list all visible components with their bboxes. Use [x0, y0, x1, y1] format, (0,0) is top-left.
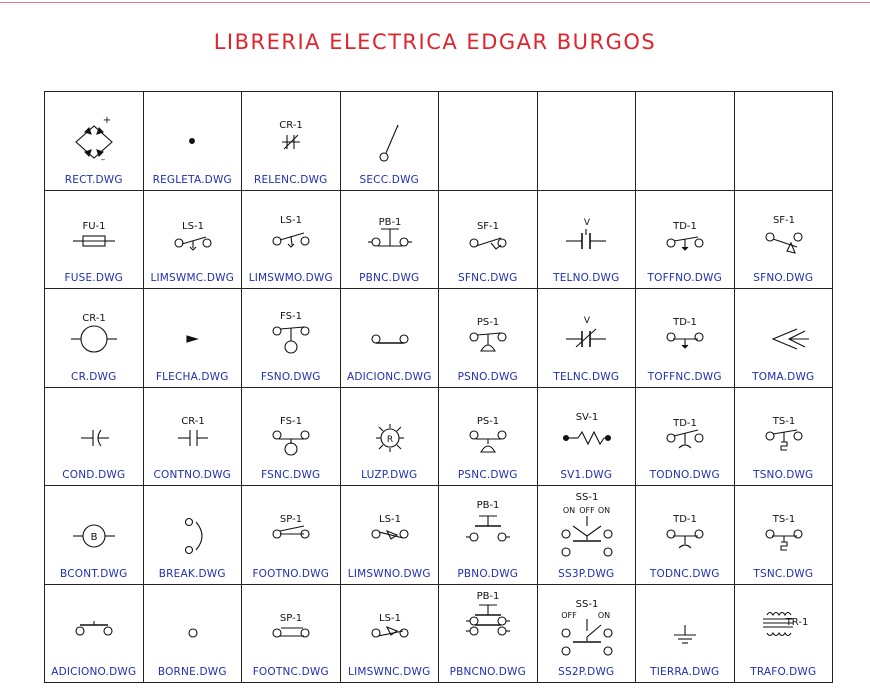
- symbol-cell-sfno: [735, 191, 834, 290]
- symbol-filename-label: BCONT.DWG: [60, 567, 128, 580]
- symbol-cell-adiciono: [45, 585, 144, 684]
- symbol-filename-label: FOOTNC.DWG: [252, 666, 329, 678]
- symbol-cell-limswmo: [242, 191, 341, 290]
- symbol-filename-label: TIERRA.DWG: [650, 666, 720, 678]
- symbol-filename-label: PBNC.DWG: [359, 272, 420, 284]
- symbol-cell-borne: [144, 585, 243, 684]
- svg-text:LS-1: LS-1: [378, 612, 401, 624]
- svg-text:TR-1: TR-1: [785, 616, 808, 628]
- symbol-filename-label: FOOTNO.DWG: [252, 567, 330, 580]
- symbol-filename-label: COND.DWG: [62, 469, 126, 481]
- symbol-filename-label: TOFFNO.DWG: [647, 272, 722, 284]
- symbol-filename-label: TRAFO.DWG: [750, 666, 817, 678]
- symbol-cell-limswnc: [341, 585, 440, 684]
- symbol-cell-todnc: [636, 486, 735, 585]
- svg-text:PB-1: PB-1: [378, 216, 401, 228]
- svg-text:TS-1: TS-1: [772, 415, 795, 427]
- svg-text:SF-1: SF-1: [772, 214, 795, 226]
- symbol-filename-label: TOMA.DWG: [752, 370, 815, 383]
- top-border-line: [0, 2, 870, 3]
- symbol-cell-todno: [636, 388, 735, 487]
- empty-cell: [735, 92, 834, 191]
- symbol-cell-cond: [45, 388, 144, 487]
- symbol-filename-label: FSNC.DWG: [261, 469, 321, 481]
- symbol-cell-footno: [242, 486, 341, 585]
- svg-text:V: V: [583, 217, 590, 228]
- svg-text:OFF: OFF: [560, 610, 577, 620]
- symbol-cell-luzp: [341, 388, 440, 487]
- symbol-filename-label: ADICIONO.DWG: [51, 666, 137, 678]
- symbol-cell-limswno: [341, 486, 440, 585]
- symbol-cell-break: [144, 486, 243, 585]
- symbol-filename-label: TELNC.DWG: [553, 370, 620, 383]
- symbol-filename-label: TODNO.DWG: [649, 469, 720, 481]
- symbol-cell-secc: [341, 92, 440, 191]
- svg-text:TD-1: TD-1: [673, 514, 697, 525]
- symbol-filename-label: RECT.DWG: [64, 173, 123, 186]
- svg-text:PB-1: PB-1: [476, 590, 500, 602]
- symbol-cell-footnc: [242, 585, 341, 684]
- svg-text:PS-1: PS-1: [476, 415, 500, 427]
- symbol-cell-toffno: [636, 191, 735, 290]
- symbol-cell-toma: [735, 289, 834, 388]
- empty-symbol-icon: [735, 92, 833, 190]
- symbol-cell-telnc: [538, 289, 637, 388]
- symbol-cell-pbnc: [341, 191, 440, 290]
- svg-text:ON: ON: [597, 610, 610, 620]
- symbol-cell-fuse: [45, 191, 144, 290]
- symbol-cell-sv1: [538, 388, 637, 487]
- svg-text:TD-1: TD-1: [673, 220, 697, 232]
- svg-text:ON: ON: [597, 506, 610, 515]
- symbol-filename-label: SFNO.DWG: [753, 272, 814, 284]
- symbol-cell-bcont: [45, 486, 144, 585]
- svg-text:ON: ON: [562, 506, 575, 515]
- symbol-filename-label: LIMSWNO.DWG: [347, 567, 431, 580]
- symbol-filename-label: TSNC.DWG: [753, 567, 814, 580]
- symbol-cell-adicionc: [341, 289, 440, 388]
- svg-text:PB-1: PB-1: [476, 500, 500, 511]
- svg-text:CR-1: CR-1: [279, 120, 303, 131]
- symbol-cell-ss2p: [538, 585, 637, 684]
- symbol-filename-label: SECC.DWG: [359, 173, 419, 186]
- symbol-cell-psno: [439, 289, 538, 388]
- symbol-cell-ss3p: [538, 486, 637, 585]
- symbol-cell-pbncno: [439, 585, 538, 684]
- symbol-filename-label: LUZP.DWG: [361, 469, 418, 481]
- svg-text:PS-1: PS-1: [476, 317, 500, 328]
- symbol-cell-telno: [538, 191, 637, 290]
- empty-cell: [538, 92, 637, 191]
- empty-symbol-icon: [439, 92, 537, 190]
- svg-text:LS-1: LS-1: [378, 514, 401, 525]
- empty-symbol-icon: [636, 92, 734, 190]
- svg-text:LS-1: LS-1: [181, 220, 204, 232]
- symbol-filename-label: LIMSWMO.DWG: [248, 272, 333, 284]
- symbol-cell-relenc: [242, 92, 341, 191]
- symbol-filename-label: CR.DWG: [71, 370, 117, 383]
- symbol-library-grid: [44, 91, 833, 683]
- symbol-filename-label: SFNC.DWG: [458, 272, 518, 284]
- symbol-cell-contno: [144, 388, 243, 487]
- symbol-filename-label: PSNO.DWG: [457, 370, 518, 383]
- svg-text:LS-1: LS-1: [280, 214, 302, 226]
- symbol-filename-label: TODNC.DWG: [649, 567, 720, 580]
- symbol-filename-label: FSNO.DWG: [260, 370, 321, 383]
- symbol-filename-label: REGLETA.DWG: [152, 173, 232, 186]
- svg-text:TS-1: TS-1: [772, 514, 795, 525]
- symbol-filename-label: SV1.DWG: [560, 469, 613, 481]
- symbol-cell-fsno: [242, 289, 341, 388]
- symbol-filename-label: SS2P.DWG: [558, 666, 615, 678]
- symbol-filename-label: SS3P.DWG: [558, 567, 615, 580]
- symbol-filename-label: FLECHA.DWG: [155, 370, 229, 383]
- svg-text:FU-1: FU-1: [82, 220, 106, 232]
- symbol-filename-label: FUSE.DWG: [64, 272, 124, 284]
- empty-cell: [439, 92, 538, 191]
- symbol-filename-label: TELNO.DWG: [553, 272, 620, 284]
- symbol-filename-label: CONTNO.DWG: [153, 469, 231, 481]
- symbol-cell-tsnc: [735, 486, 834, 585]
- svg-text:SV-1: SV-1: [575, 411, 598, 423]
- symbol-filename-label: LIMSWNC.DWG: [348, 666, 431, 678]
- symbol-cell-sfnc: [439, 191, 538, 290]
- page-title: LIBRERIA ELECTRICA EDGAR BURGOS: [213, 30, 657, 54]
- symbol-cell-toffnc: [636, 289, 735, 388]
- symbol-filename-label: LIMSWMC.DWG: [150, 272, 235, 284]
- symbol-filename-label: PSNC.DWG: [457, 469, 518, 481]
- svg-text:TD-1: TD-1: [673, 317, 697, 328]
- symbol-filename-label: BORNE.DWG: [157, 666, 227, 678]
- svg-text:TD-1: TD-1: [673, 417, 697, 429]
- symbol-filename-label: PBNO.DWG: [457, 567, 519, 580]
- symbol-cell-rect: [45, 92, 144, 191]
- svg-text:OFF: OFF: [578, 506, 595, 515]
- symbol-cell-trafo: [735, 585, 834, 684]
- svg-text:FS-1: FS-1: [280, 415, 302, 427]
- svg-text:SF-1: SF-1: [476, 220, 500, 232]
- svg-text:V: V: [583, 316, 590, 326]
- svg-text:FS-1: FS-1: [280, 311, 302, 322]
- symbol-cell-limswmc: [144, 191, 243, 290]
- symbol-cell-regleta: [144, 92, 243, 191]
- symbol-cell-tierra: [636, 585, 735, 684]
- symbol-filename-label: ADICIONC.DWG: [346, 370, 432, 383]
- symbol-cell-tsno: [735, 388, 834, 487]
- symbol-filename-label: RELENC.DWG: [253, 173, 328, 186]
- symbol-cell-fsnc: [242, 388, 341, 487]
- empty-cell: [636, 92, 735, 191]
- symbol-cell-pbno: [439, 486, 538, 585]
- svg-text:–: –: [100, 155, 106, 165]
- svg-text:B: B: [90, 532, 98, 543]
- svg-text:CR-1: CR-1: [82, 313, 106, 324]
- symbol-filename-label: BREAK.DWG: [158, 567, 226, 580]
- symbol-cell-cr: [45, 289, 144, 388]
- svg-text:SS-1: SS-1: [575, 598, 598, 610]
- svg-text:R: R: [386, 434, 393, 445]
- empty-symbol-icon: [538, 92, 636, 190]
- symbol-cell-psnc: [439, 388, 538, 487]
- symbol-cell-flecha: [144, 289, 243, 388]
- svg-text:SP-1: SP-1: [279, 612, 303, 624]
- svg-text:SS-1: SS-1: [575, 492, 598, 503]
- svg-text:CR-1: CR-1: [180, 415, 205, 427]
- svg-text:+: +: [102, 115, 112, 126]
- symbol-filename-label: TOFFNC.DWG: [647, 370, 722, 383]
- symbol-filename-label: PBNCNO.DWG: [449, 666, 526, 678]
- svg-text:SP-1: SP-1: [279, 514, 303, 525]
- symbol-filename-label: TSNO.DWG: [753, 469, 814, 481]
